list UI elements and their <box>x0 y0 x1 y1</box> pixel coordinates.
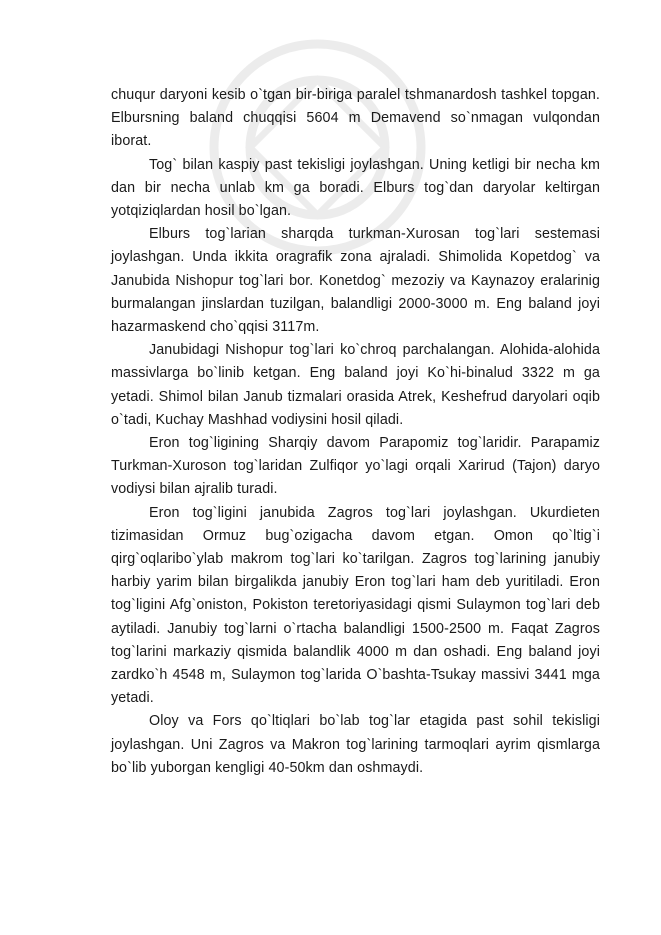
paragraph: Eron tog`ligini janubida Zagros tog`lari joylashgan. Ukurdieten tizimasidan Ormuz bug`ozigacha davom etgan. Omon qo`ltig`i qirg`oqlaribo`ylab makrom tog`lari ko`tarilgan. Zagros tog`larining janubiy harbiy yarim bilan birgalikda janubiy Eron tog`lari ham deb yuritiladi. Eron tog`ligini Afg`oniston, Pokiston teretoriyasidagi qismi Sulaymon tog`lari deb aytiladi. Janubiy tog`larni o`rtacha balandligi 1500-2500 m. Faqat Zagros tog`larini markaziy qismida balandlik 4000 m dan oshadi. Eng baland joyi zardko`h 4548 m, Sulaymon tog`larida O`bashta-Tsukay massivi 3441 mga yetadi. <box>111 504 600 707</box>
document-body <box>111 84 600 780</box>
paragraph: Eron tog`ligining Sharqiy davom Parapomiz tog`laridir. Parapamiz Turkman-Xuroson tog`laridan Zulfiqor yo`lagi orqali Xarirud (Tajon) daryo vodiysi bilan ajralib turadi. <box>111 435 600 498</box>
paragraph: Oloy va Fors qo`ltiqlari bo`lab tog`lar etagida past sohil tekisligi joylashgan. Uni Zagros va Makron tog`larining tarmoqlari ayrim qismlarga bo`lib yuborgan kengligi 40-50km dan oshmaydi. <box>111 713 600 776</box>
paragraph: Elburs tog`larian sharqda turkman-Xurosan tog`lari sestemasi joylashgan. Unda ikkita oragrafik zona ajraladi. Shimolida Kopetdog` va Janubida Nishopur tog`lari bor. Konetdog` mezoziy va Kaynazoy eralarinig burmalangan jinslardan tuzilgan, balandligi 2000-3000 m. Eng baland joyi hazarmaskend cho`qqisi 3117m. <box>111 226 600 336</box>
paragraph: Janubidagi Nishopur tog`lari ko`chroq parchalangan. Alohida-alohida massivlarga bo`linib ketgan. Eng baland joyi Ko`hi-binalud 3322 m ga yetadi. Shimol bilan Janub tizmalari orasida Atrek, Keshefrud daryolari oqib o`tadi, Kuchay Mashhad vodiysini hosil qiladi. <box>111 342 600 428</box>
paragraph: Tog` bilan kaspiy past tekisligi joylashgan. Uning ketligi bir necha km dan bir necha unlab km ga boradi. Elburs tog`dan daryolar keltirgan yotqiziqlardan hosil bo`lgan. <box>111 156 600 220</box>
paragraph: chuqur daryoni kesib o`tgan bir-biriga paralel tshmanardosh tashkel topgan. Elbursning baland chuqqisi 5604 m Demavend so`nmagan vulqondan iborat. <box>111 87 600 150</box>
